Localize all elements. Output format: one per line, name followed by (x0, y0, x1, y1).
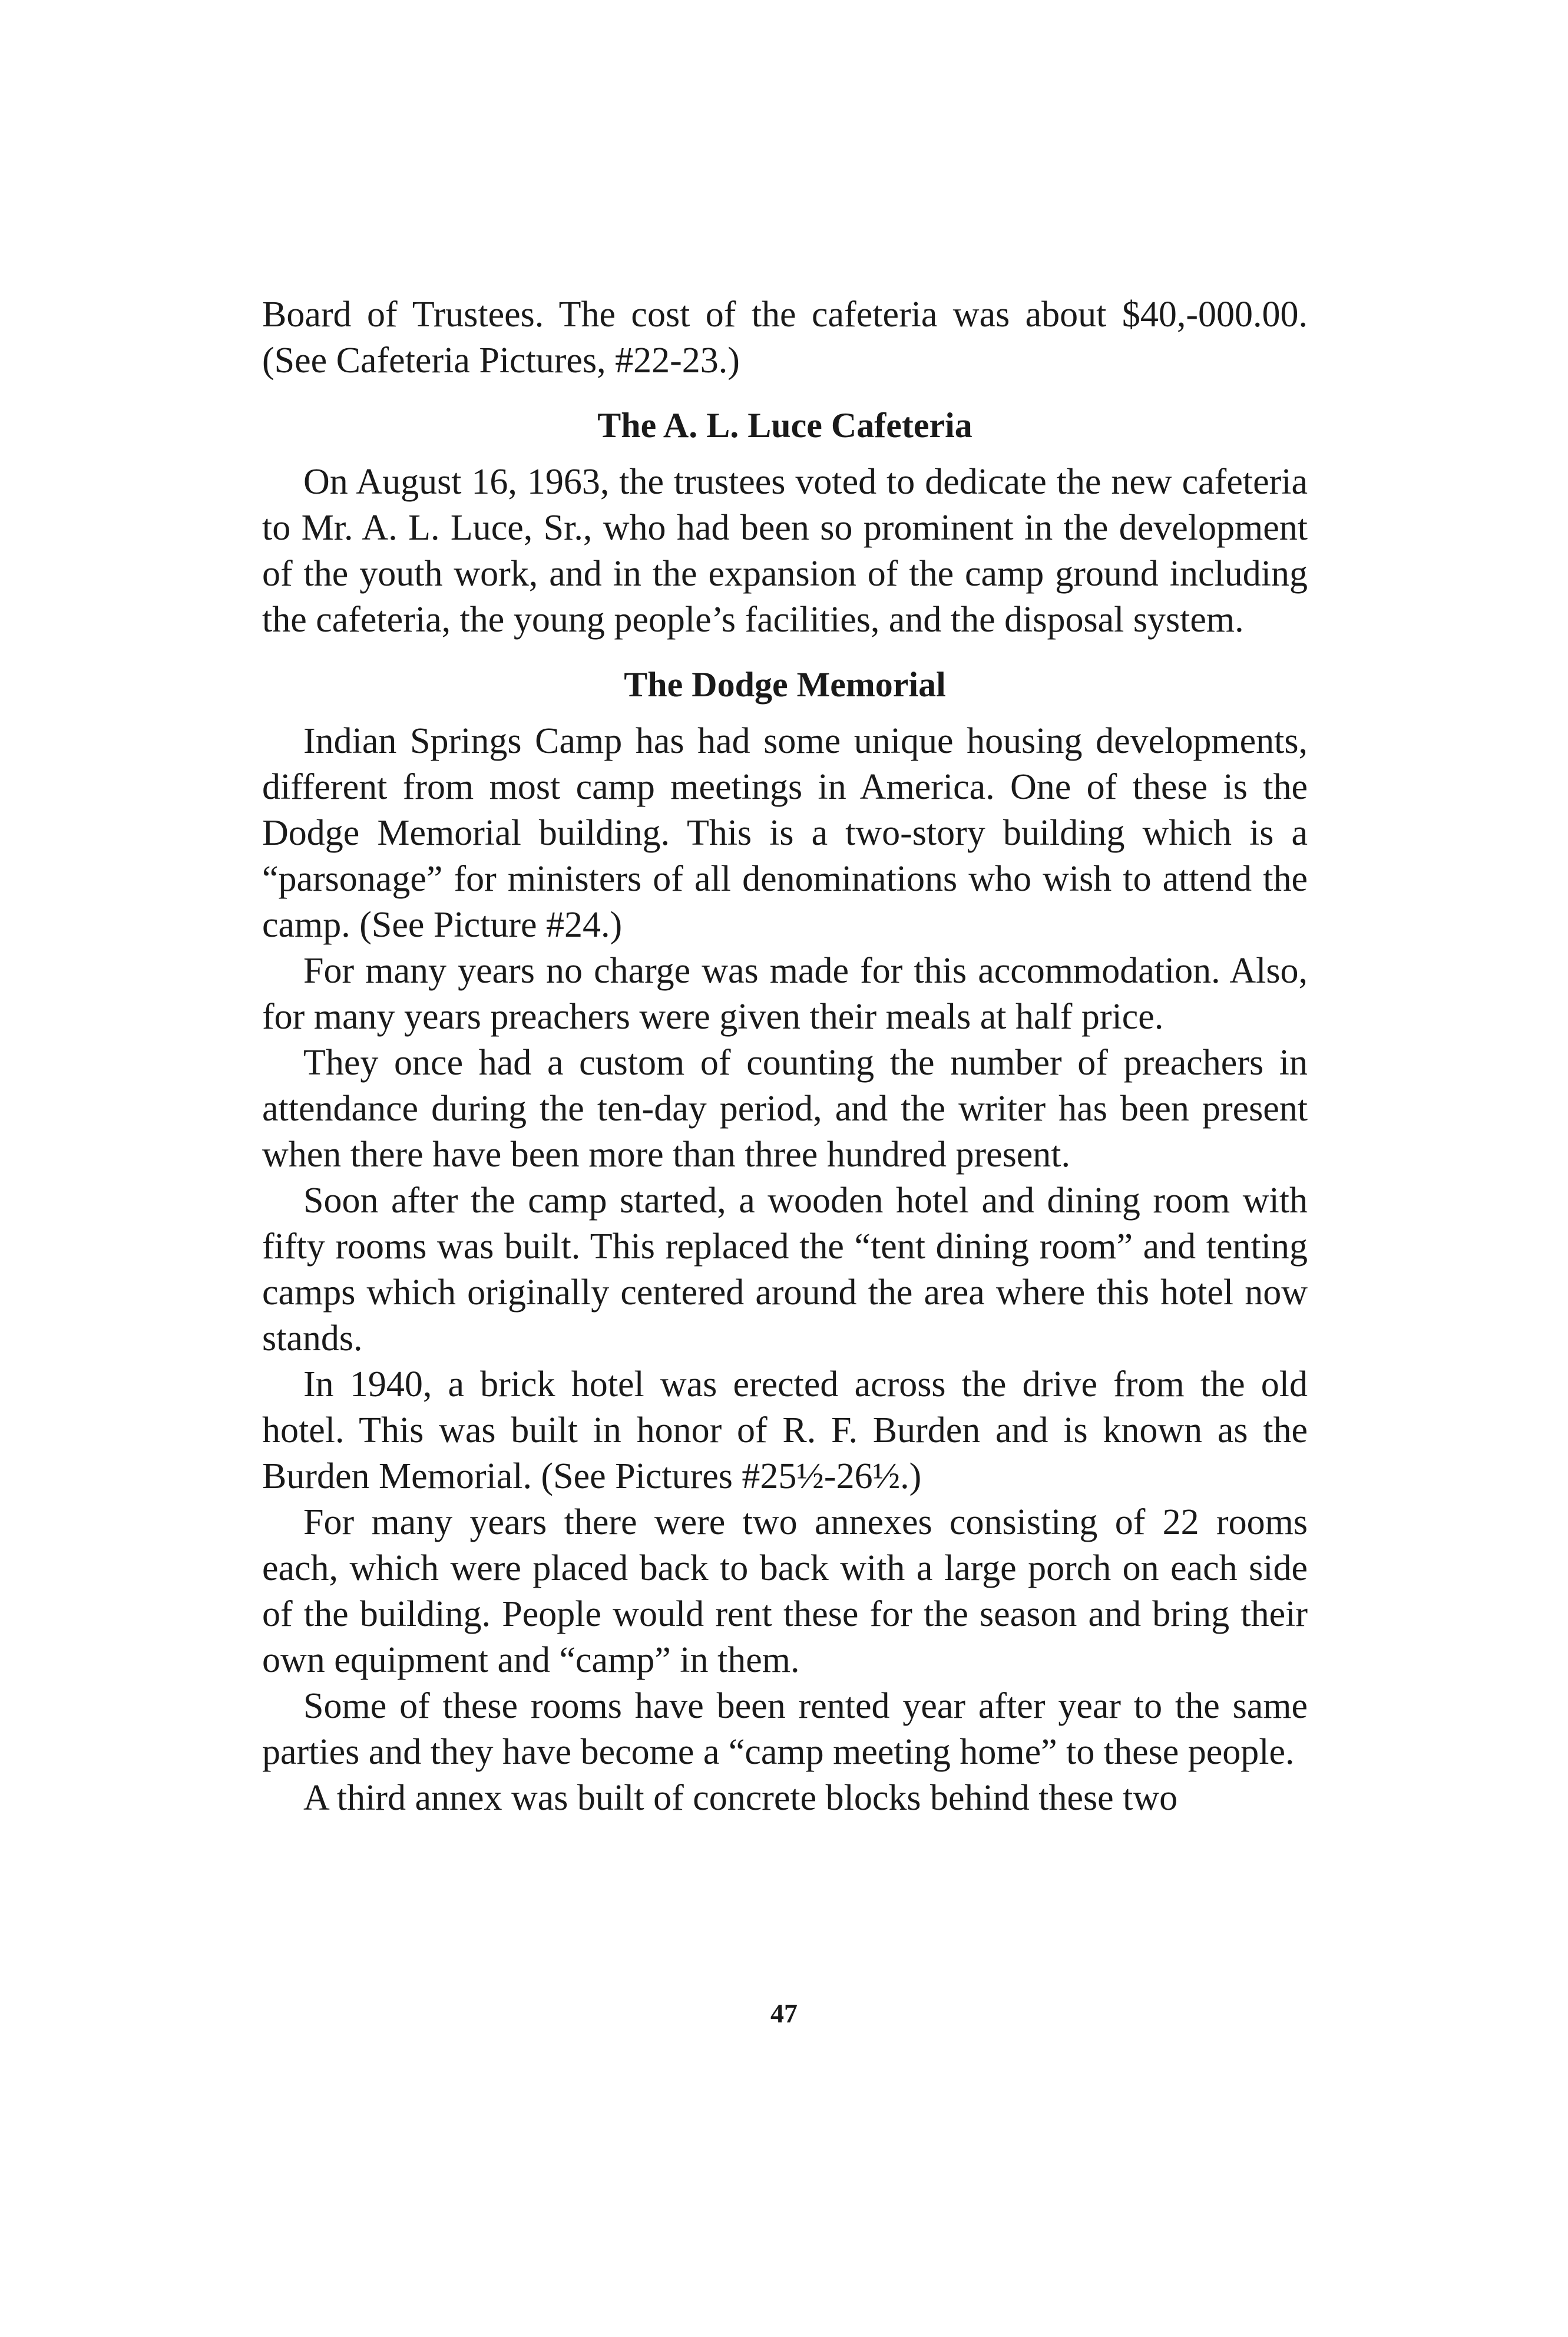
page-number: 47 (770, 1998, 798, 2028)
section-heading-dodge-memorial: The Dodge Memorial (624, 665, 946, 704)
body-paragraph: Board of Trustees. The cost of the cafeteria was about $40,-000.00. (See Cafeteria Pictures, #22-23.) (262, 295, 1308, 381)
section-heading-luce-cafeteria: The A. L. Luce Cafeteria (597, 406, 972, 445)
body-paragraph: They once had a custom of counting the number of preachers in attendance during the ten-day period, and the writer has been present when there have been more than three hundred present. (262, 1043, 1308, 1175)
body-paragraph: In 1940, a brick hotel was erected across the drive from the old hotel. This was built in honor of R. F. Burden and is known as the Burden Memorial. (See Pictures #25½-26½.) (262, 1364, 1308, 1496)
body-paragraph: A third annex was built of concrete blocks behind these two (303, 1778, 1178, 1818)
body-paragraph: Soon after the camp started, a wooden hotel and dining room with fifty rooms was built. This replaced the “tent dining room” and tenting camps which originally centered around the area where this hotel now stands. (262, 1181, 1308, 1358)
body-paragraph: Indian Springs Camp has had some unique housing developments, different from most camp meetings in America. One of these is the Dodge Memorial building. This is a two-story building which is a “parsonage” for ministers of all denominations who wish to attend the camp. (See Picture #24.) (262, 721, 1308, 945)
page-body (262, 292, 1308, 1821)
body-paragraph: For many years no charge was made for this accommodation. Also, for many years preachers were given their meals at half price. (262, 951, 1308, 1037)
body-paragraph: On August 16, 1963, the trustees voted to dedicate the new cafeteria to Mr. A. L. Luce, Sr., who had been so prominent in the development of the youth work, and in the expansion of the camp ground including the cafeteria, the young people’s facilities, and the disposal system. (262, 462, 1308, 640)
body-paragraph: For many years there were two annexes consisting of 22 rooms each, which were placed back to back with a large porch on each side of the building. People would rent these for the season and bring their own equipment and “camp” in them. (262, 1502, 1308, 1680)
body-paragraph: Some of these rooms have been rented year after year to the same parties and they have become a “camp meeting home” to these people. (262, 1686, 1308, 1772)
